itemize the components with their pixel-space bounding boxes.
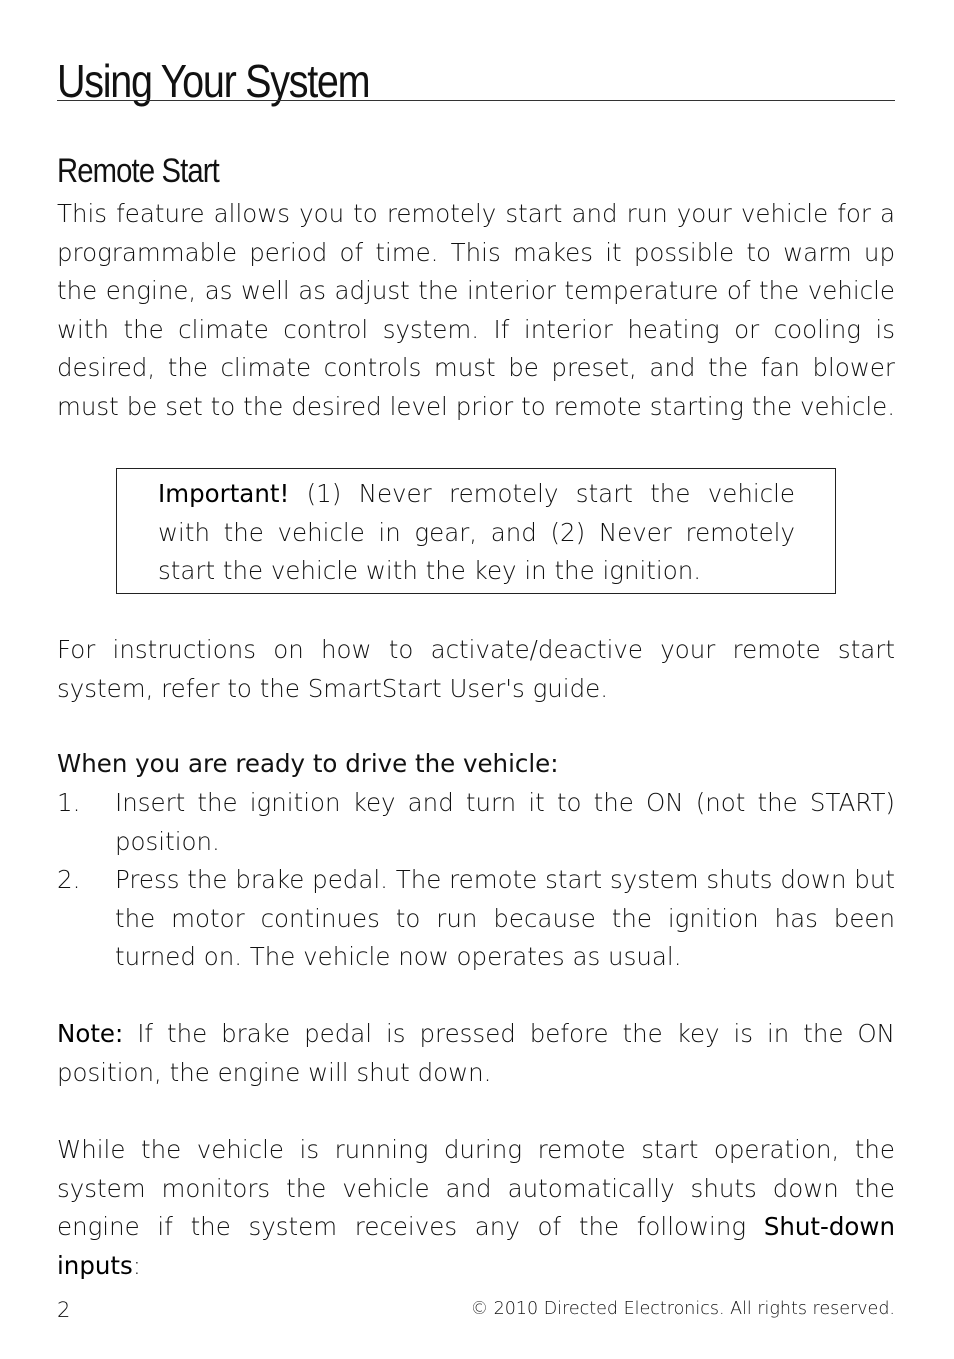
step-text: Insert the ignition key and turn it to the ON (not the START) position. — [115, 788, 895, 856]
drive-steps-list — [57, 784, 895, 977]
shutdown-paragraph — [57, 1131, 895, 1285]
section-heading: Remote Start — [57, 152, 219, 190]
shutdown-term: Shut-down inputs — [57, 1212, 895, 1280]
title-rule — [57, 100, 895, 101]
note-paragraph — [57, 1015, 895, 1092]
important-label: Important! — [158, 479, 290, 508]
page-number: 2 — [57, 1298, 71, 1322]
note-body: If the brake pedal is pressed before the key is in the ON position, the engine will shut down. — [57, 1019, 895, 1087]
step-item — [57, 861, 895, 977]
important-body: (1) Never remotely start the vehicle with the vehicle in gear, and (2) Never remotely start the vehicle with the key in the ignition. — [158, 479, 795, 585]
important-callout — [116, 468, 836, 594]
important-text — [158, 475, 795, 591]
drive-heading: When you are ready to drive the vehicle: — [57, 749, 559, 778]
step-number: 2. — [57, 865, 81, 894]
note-label: Note: — [57, 1019, 124, 1048]
instructions-paragraph: For instructions on how to activate/deactive your remote start system, refer to the SmartStart User's guide. — [57, 635, 895, 703]
shutdown-body: While the vehicle is running during remote start operation, the system monitors the vehicle and automatically shuts down the engine if the system receives any of the following — [57, 1135, 895, 1241]
step-number: 1. — [57, 788, 81, 817]
step-item — [57, 784, 895, 861]
step-text: Press the brake pedal. The remote start system shuts down but the motor continues to run because the ignition has been turned on. The vehicle now operates as usual. — [115, 865, 895, 971]
intro-paragraph: This feature allows you to remotely start and run your vehicle for a programmable period of time. This makes it possible to warm up the engine, as well as adjust the interior temperature of the vehicle with the climate control system. If interior heating or cooling is desired, the climate controls must be preset, and the fan blower must be set to the desired level prior to remote starting the vehicle. — [57, 199, 895, 421]
shutdown-suffix: : — [132, 1250, 142, 1280]
copyright-notice: © 2010 Directed Electronics. All rights reserved. — [470, 1299, 895, 1319]
page-title: Using Your System — [57, 55, 370, 107]
